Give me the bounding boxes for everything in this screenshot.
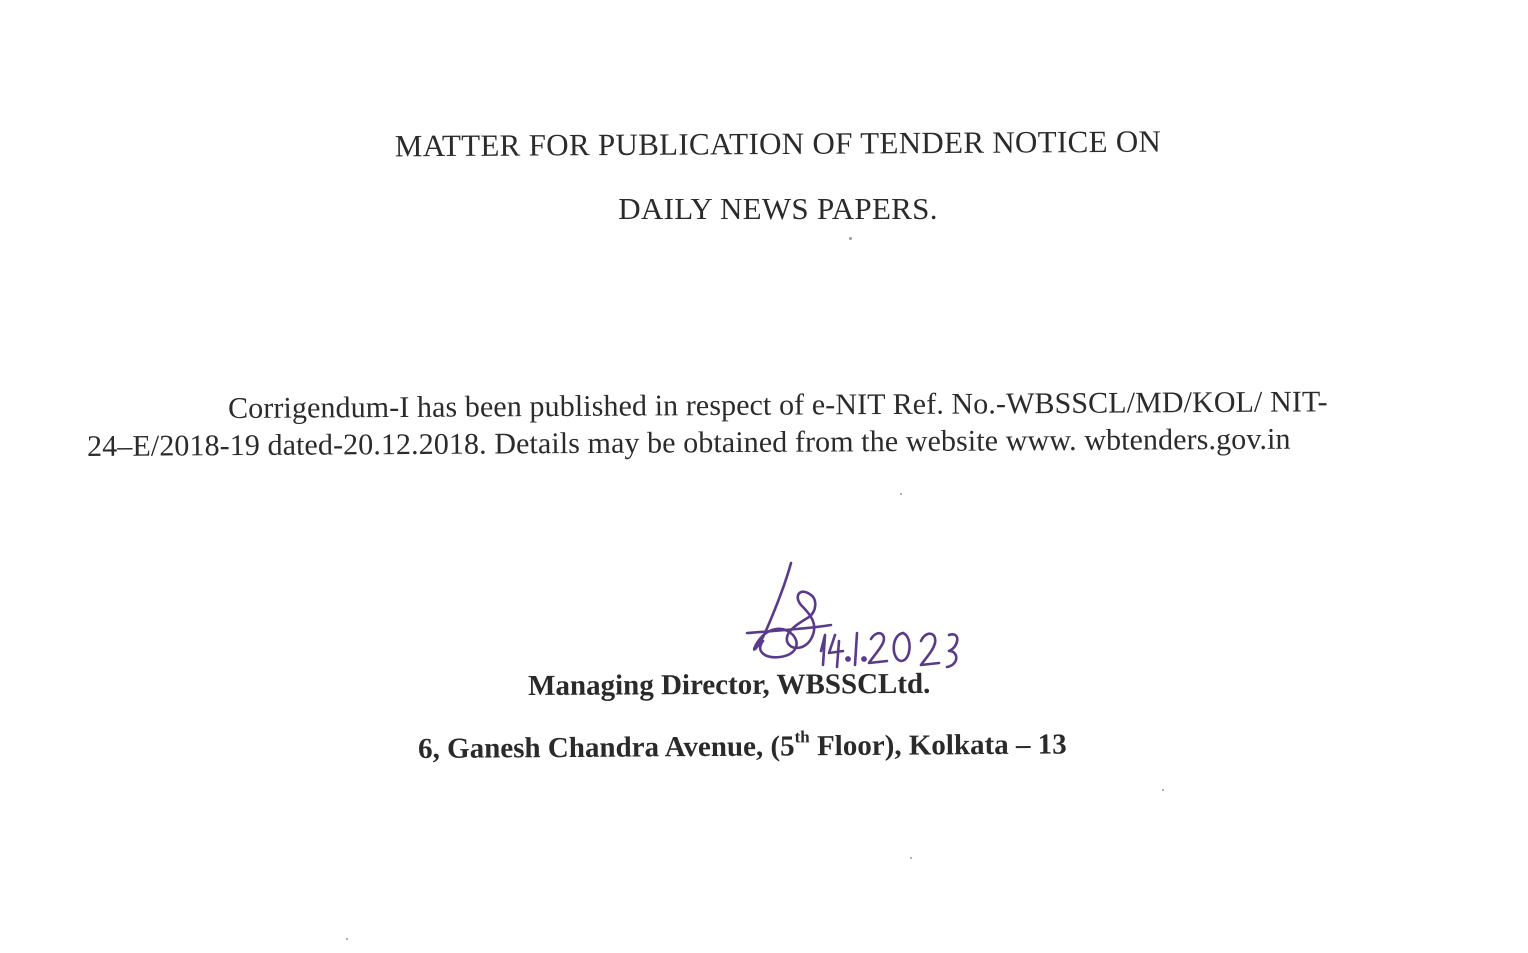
scan-speck [346,938,348,940]
address-ordinal-suffix: th [794,727,810,747]
signatory-designation: Managing Director, WBSSCLtd. [528,667,931,702]
signatory-address [418,728,1067,766]
scan-speck [849,237,852,240]
scan-speck [900,493,902,495]
heading-line-1: MATTER FOR PUBLICATION OF TENDER NOTICE ON [394,123,1162,164]
address-part-1: 6, Ganesh Chandra Avenue, (5 [418,730,795,765]
body-text-line-2: 24–E/2018-19 dated-20.12.2018. Details may be obtained from the website www. wbtenders.gov.in [87,422,1291,463]
body-text-line-1: Corrigendum-I has been published in respect of e-NIT Ref. No.-WBSSCL/MD/KOL/ NIT- [228,385,1328,425]
address-part-2: Floor), Kolkata – 13 [809,728,1067,763]
scan-speck [1162,789,1164,791]
heading-line-2: DAILY NEWS PAPERS. [618,191,938,226]
handwritten-signature [735,555,965,685]
scan-speck [910,857,912,859]
